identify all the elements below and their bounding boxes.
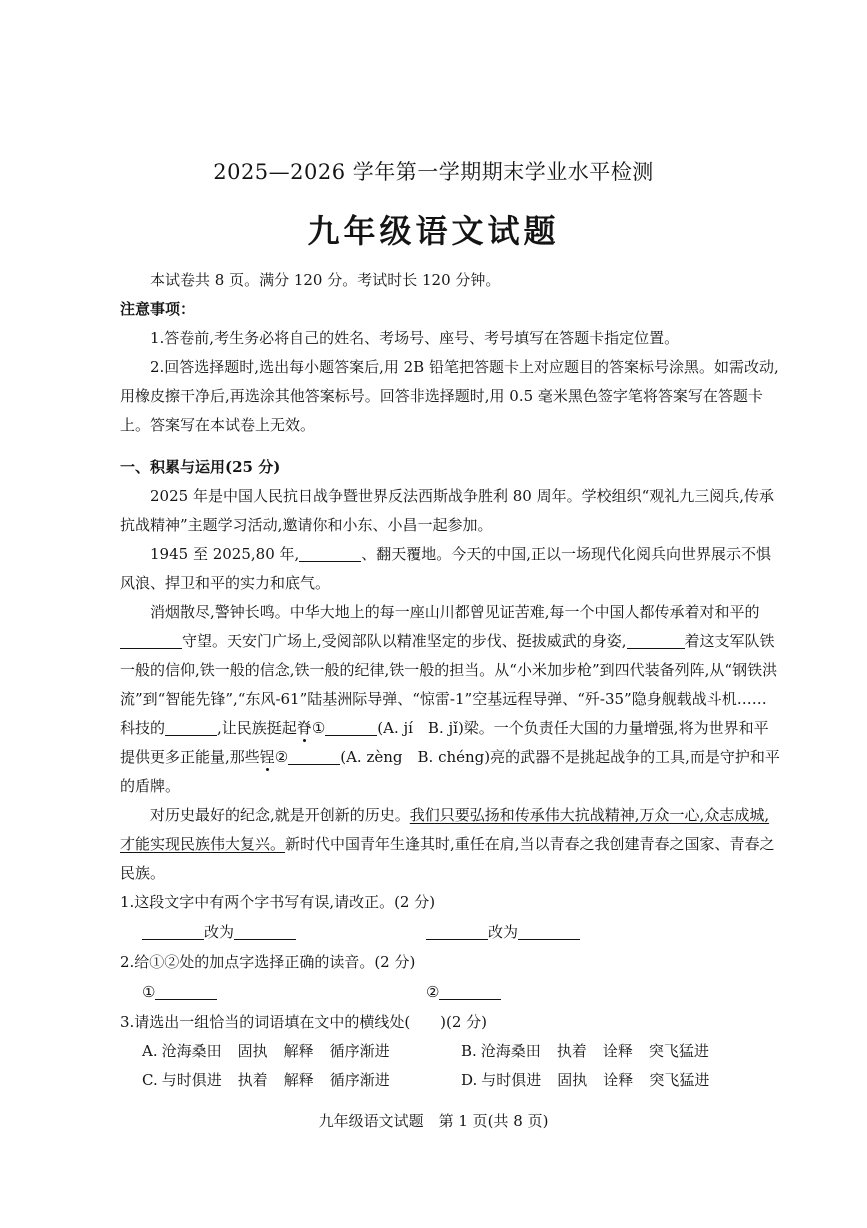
notice-item-1: 1.答卷前,考生务必将自己的姓名、考场号、座号、考号填写在答题卡指定位置。: [150, 329, 680, 347]
options-row-2: [120, 1066, 780, 1095]
text-run: ,让民族挺起: [217, 719, 297, 737]
text-run: 守望。天安门广场上,受阅部队以精准坚定的步伐、挺拔威武的身姿,: [182, 632, 627, 650]
answer-row-q1: [120, 918, 780, 947]
option-word: 沧海桑田: [480, 1042, 541, 1060]
underlined-sentence: 我们只要弘扬和传承伟大抗战精神,万众一心,众志成城,才能实现民族伟大复兴。: [120, 806, 770, 853]
exam-info: 本试卷共 8 页。满分 120 分。考试时长 120 分钟。: [150, 271, 501, 289]
option-word: 解释: [283, 1071, 314, 1089]
text-run: (A. jí B. jǐ)梁。一个负责任大国的力量增强,将为世界和平提供更多正能量,那些: [120, 719, 769, 766]
answer-marker: ①: [142, 983, 156, 1001]
notice-item-2: 2.回答选择题时,选出每小题答案后,用 2B 铅笔把答题卡上对应题目的答案标号涂黑。如需改动,用橡皮擦干净后,再选涂其他答案标号。回答非选择题时,用 0.5 毫米黑色签字笔将答案写在答题卡上。答案写在本试卷上无效。: [120, 358, 779, 434]
text-run: (A. zèng B. chéng)亮的武器不是挑起战争的工具,而是守护和平的盾牌。: [120, 748, 780, 795]
answer-blank: [142, 923, 204, 940]
exam-title: 九年级语文试题: [307, 212, 560, 250]
option-letter: B.: [461, 1042, 477, 1060]
pinyin-blank-1: [325, 719, 377, 736]
option-letter: C.: [142, 1071, 158, 1089]
answer-blank: [518, 923, 580, 940]
text-run: 着这支军队铁一般的信仰,铁一般的信念,铁一般的纪律,铁一般的担当。从“小米加步枪”到四代装备列阵,从“钢铁洪流”到“智能先锋”,“东风-61”陆基洲际导弹、“惊雷-1”空基远程导弹、“歼-35”隐身舰载战斗机……科技的: [120, 632, 778, 737]
option-letter: D.: [461, 1071, 478, 1089]
fill-blank-1: [299, 545, 361, 562]
option-word: 循序渐进: [329, 1071, 390, 1089]
exam-subtitle: 2025—2026 学年第一学期期末学业水平检测: [213, 160, 654, 184]
answer-pair-1: [120, 918, 404, 947]
fill-blank-4: [165, 719, 217, 736]
answer-row-q2: [120, 978, 780, 1007]
option-a: [142, 1037, 461, 1066]
option-word: 与时俱进: [161, 1071, 222, 1089]
dotted-char-2: 锃: [259, 748, 275, 766]
question-3: 3.请选出一组恰当的词语填在文中的横线处( )(2 分): [120, 1013, 488, 1031]
exam-body: [120, 266, 780, 1095]
text-run: 消烟散尽,警钟长鸣。中华大地上的每一座山川都曾见证苦难,每一个中国人都传承着对和平的: [150, 603, 760, 621]
text-run: 、翻天覆地。今天的中国,正以一场现代化阅兵向世界展示不惧风浪、捍卫和平的实力和底气。: [120, 545, 772, 592]
option-d: [461, 1066, 780, 1095]
page-footer: 九年级语文试题 第 1 页(共 8 页): [318, 1112, 549, 1130]
options-row-1: [120, 1037, 780, 1066]
answer-label: 改为: [204, 923, 235, 941]
dotted-char-1: 脊: [296, 719, 312, 737]
option-word: 解释: [283, 1042, 314, 1060]
answer-blank: [426, 923, 488, 940]
answer-pair-2: [404, 918, 688, 947]
pinyin-blank-2: [288, 748, 340, 765]
section-heading: 一、积累与运用(25 分): [120, 458, 281, 476]
marker-2: ②: [274, 748, 289, 766]
answer-label: 改为: [488, 923, 519, 941]
marker-1: ①: [311, 719, 326, 737]
option-word: 诠释: [603, 1071, 634, 1089]
text-run: 新时代中国青年生逢其时,重任在肩,当以青春之我创建青春之国家、青春之民族。: [120, 835, 775, 882]
passage-paragraph-3: [120, 598, 780, 801]
option-c: [142, 1066, 461, 1095]
option-b: [461, 1037, 780, 1066]
option-letter: A.: [142, 1042, 158, 1060]
passage-paragraph-2: [120, 540, 780, 598]
passage-paragraph-1: 2025 年是中国人民抗日战争暨世界反法西斯战争胜利 80 周年。学校组织“观礼九三阅兵,传承抗战精神”主题学习活动,邀请你和小东、小昌一起参加。: [120, 487, 775, 534]
fill-blank-3: [627, 632, 685, 649]
option-word: 固执: [557, 1071, 588, 1089]
option-word: 诠释: [602, 1042, 633, 1060]
question-1: 1.这段文字中有两个字书写有误,请改正。(2 分): [120, 893, 436, 911]
option-word: 突飞猛进: [648, 1042, 709, 1060]
text-run: 对历史最好的纪念,就是开创新的历史。: [150, 806, 410, 824]
answer-marker: ②: [426, 983, 440, 1001]
question-2: 2.给①②处的加点字选择正确的读音。(2 分): [120, 953, 416, 971]
option-word: 与时俱进: [481, 1071, 542, 1089]
fill-blank-2: [120, 632, 182, 649]
option-word: 执着: [237, 1071, 268, 1089]
text-run: 1945 至 2025,80 年,: [150, 545, 300, 563]
answer-blank: [439, 983, 501, 1000]
passage-paragraph-4: [120, 801, 780, 888]
option-word: 沧海桑田: [161, 1042, 222, 1060]
answer-slot-1: [120, 978, 404, 1007]
option-word: 循序渐进: [329, 1042, 390, 1060]
answer-blank: [234, 923, 296, 940]
option-word: 突飞猛进: [649, 1071, 710, 1089]
answer-slot-2: [404, 978, 688, 1007]
answer-blank: [155, 983, 217, 1000]
option-word: 执着: [556, 1042, 587, 1060]
option-word: 固执: [237, 1042, 268, 1060]
notice-label: 注意事项：: [120, 300, 196, 318]
